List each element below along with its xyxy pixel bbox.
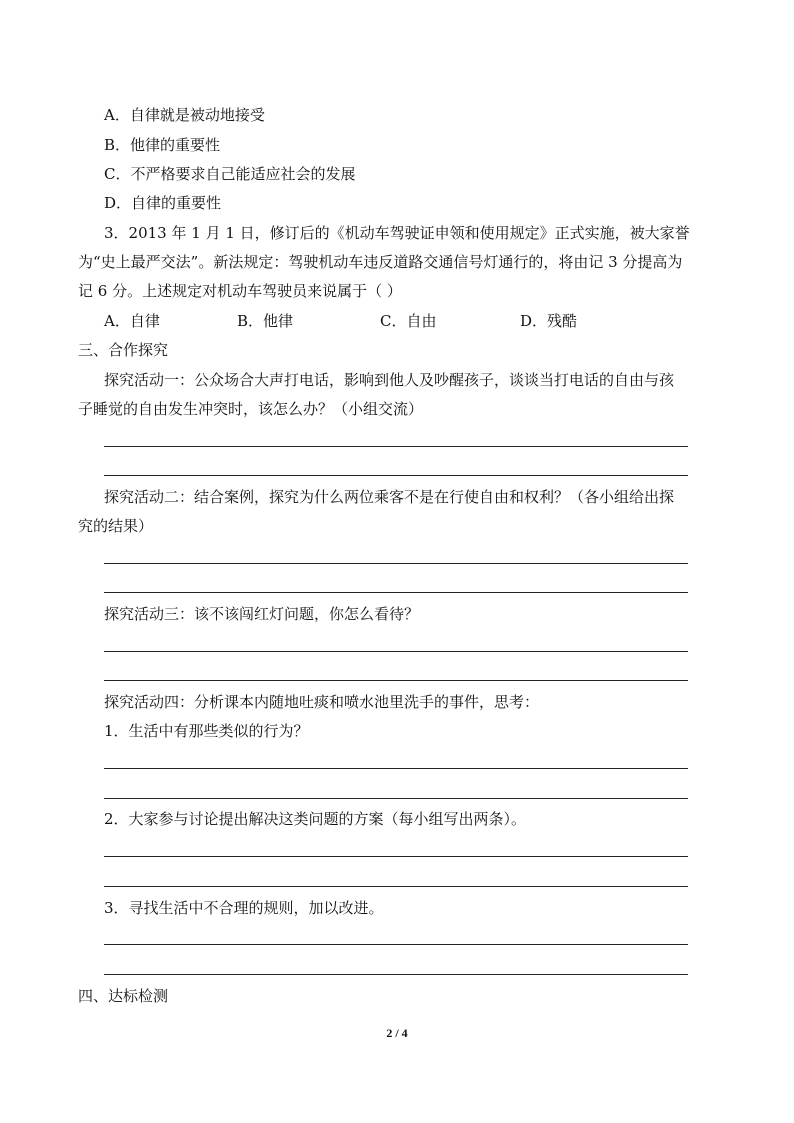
answer-line-3[interactable]: [104, 563, 688, 564]
question-3-option-a: A．自律: [104, 312, 160, 330]
activity-1-line-1: 探究活动一：公众场合大声打电话，影响到他人及吵醒孩子，谈谈当打电话的自由与孩: [104, 371, 675, 389]
question-3-option-d: D．残酷: [520, 312, 578, 330]
answer-line-5[interactable]: [104, 651, 688, 652]
activity-1-line-2: 子睡觉的自由发生冲突时，该怎么办？（小组交流）: [78, 400, 424, 418]
question-3-line-3: 记 6 分。上述规定对机动车驾驶员来说属于（ ）: [78, 282, 402, 300]
activity-4: 探究活动四：分析课本内随地吐痰和喷水池里洗手的事件，思考：: [104, 693, 540, 711]
section-3-heading: 三、合作探究: [78, 341, 169, 359]
answer-line-6[interactable]: [104, 680, 688, 681]
option-2b: B．他律的重要性: [104, 136, 221, 154]
answer-line-7[interactable]: [104, 768, 688, 769]
answer-line-8[interactable]: [104, 798, 688, 799]
option-2d: D．自律的重要性: [104, 194, 222, 212]
activity-4-item-1: 1．生活中有那些类似的行为？: [104, 722, 309, 740]
question-3-option-b: B．他律: [237, 312, 294, 330]
question-3-option-c: C．自由: [380, 312, 437, 330]
section-4-heading: 四、达标检测: [78, 987, 169, 1005]
page-number: 2 / 4: [386, 1026, 408, 1040]
answer-line-2[interactable]: [104, 475, 688, 476]
answer-line-1[interactable]: [104, 446, 688, 447]
activity-3: 探究活动三：该不该闯红灯问题，你怎么看待？: [104, 605, 420, 623]
answer-line-11[interactable]: [104, 944, 688, 945]
option-2a: A．自律就是被动地接受: [104, 106, 265, 124]
answer-line-9[interactable]: [104, 856, 688, 857]
answer-line-12[interactable]: [104, 974, 688, 975]
question-3-line-1: 3．2013 年 1 月 1 日，修订后的《机动车驾驶证申领和使用规定》正式实施，被大家誉: [104, 224, 690, 242]
activity-4-item-3: 3．寻找生活中不合理的规则，加以改进。: [104, 899, 384, 917]
activity-4-item-2: 2．大家参与讨论提出解决这类问题的方案（每小组写出两条）。: [104, 810, 527, 828]
option-2c: C．不严格要求自己能适应社会的发展: [104, 165, 356, 183]
question-3-line-2: 为“史上最严交法”。新法规定：驾驶机动车违反道路交通信号灯通行的，将由记 3 分提高为: [78, 253, 683, 271]
activity-2-line-1: 探究活动二：结合案例，探究为什么两位乘客不是在行使自由和权利？（各小组给出探: [104, 488, 675, 506]
answer-line-10[interactable]: [104, 886, 688, 887]
answer-line-4[interactable]: [104, 592, 688, 593]
activity-2-line-2: 究的结果）: [78, 517, 154, 535]
